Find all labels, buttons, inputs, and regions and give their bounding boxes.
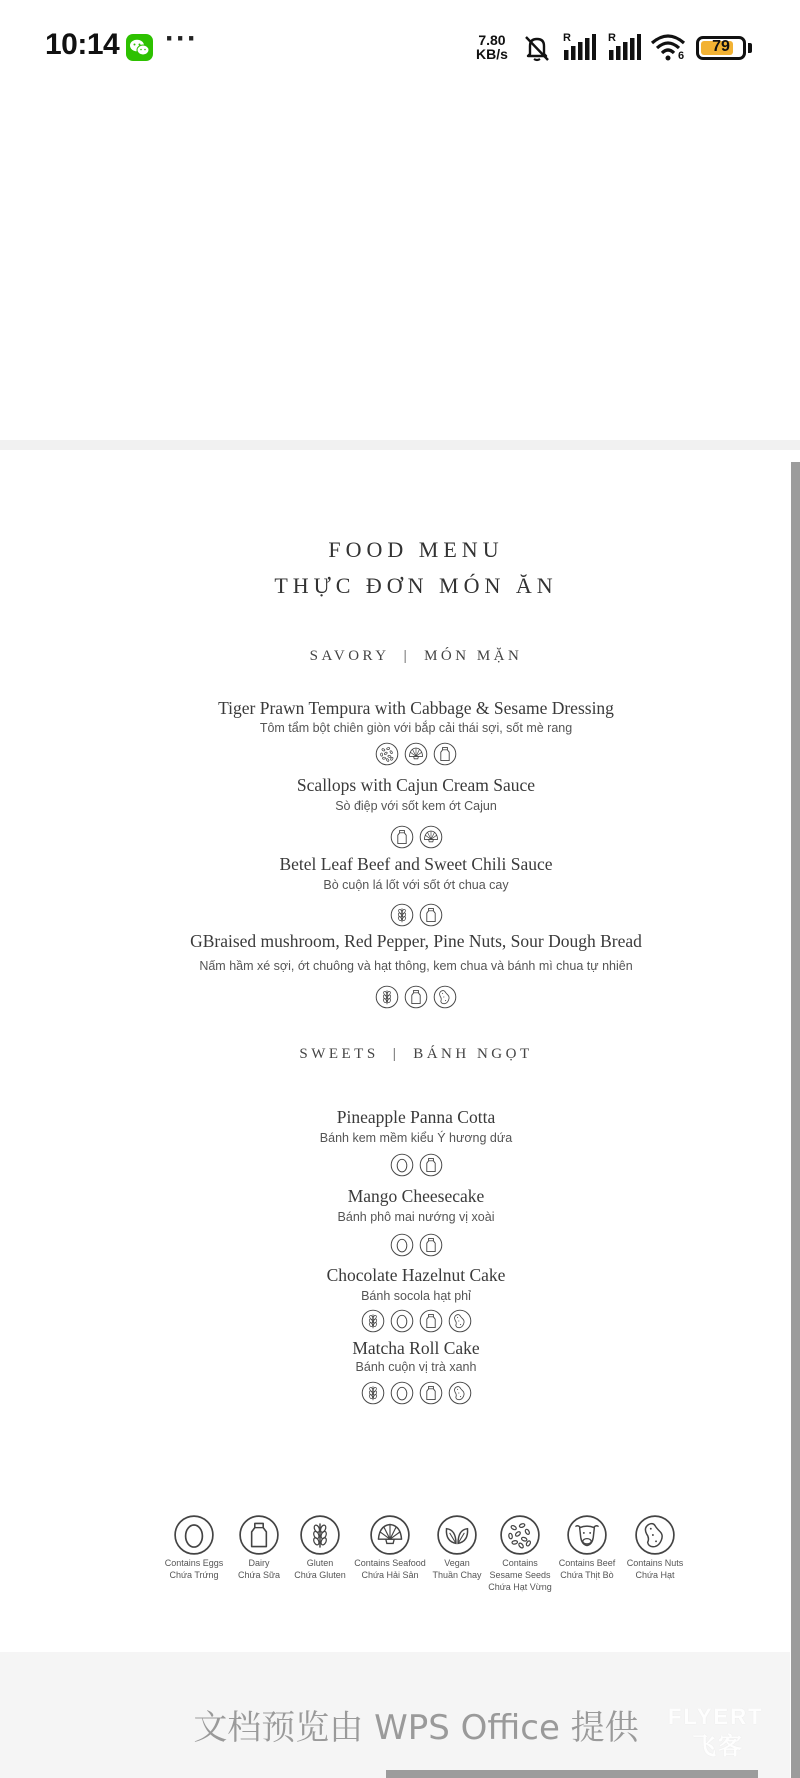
legend-label-2: Chứa Sữa [237,1570,281,1580]
eggs-icon [390,1309,414,1333]
dish-description: Tôm tẩm bột chiên giòn với bắp cải thái sợi, sốt mè rang [259,721,573,735]
legend-label-2: Chứa Hạt [635,1570,675,1580]
battery-level: 79 [712,38,730,55]
section-header-savory [0,648,800,665]
seafood-icon [369,1514,411,1556]
allergen-icons [0,1153,800,1177]
dairy-icon [419,1233,443,1257]
dish-name: Mango Cheesecake [347,1186,485,1206]
allergen-icons [0,1381,800,1405]
section-label-vi: MÓN MẶN [424,648,523,664]
eggs-icon [390,1233,414,1257]
dairy-icon [419,903,443,927]
gluten-icon [375,985,399,1009]
dish-name: Chocolate Hazelnut Cake [326,1265,506,1285]
dish-name: Scallops with Cajun Cream Sauce [296,775,536,795]
nuts-icon [433,985,457,1009]
battery-icon [696,36,746,60]
section-header-sweets [0,1046,800,1063]
dish-description: Bánh kem mềm kiểu Ý hương dứa [319,1131,513,1145]
legend-label-2: Thuần Chay [432,1570,482,1580]
wechat-icon [126,34,153,61]
dairy-icon [433,742,457,766]
dish-description: Bánh phô mai nướng vị xoài [337,1210,495,1224]
bell-muted-icon [522,33,552,63]
watermark [668,1704,764,1761]
dairy-icon [238,1514,280,1556]
legend-label-1: Contains Eggs [164,1558,224,1568]
sesame-icon [375,742,399,766]
battery-cap [748,43,752,53]
section-separator: | [392,1046,400,1062]
network-speed [476,33,508,61]
watermark-en: FLYERT [668,1704,764,1729]
page-separator [0,440,800,450]
section-label-en: SWEETS [299,1046,379,1062]
nuts-icon [448,1381,472,1405]
allergen-icons [0,825,800,849]
allergen-icons [0,1309,800,1333]
sesame-icon [499,1514,541,1556]
dish-name: Betel Leaf Beef and Sweet Chili Sauce [279,854,553,874]
dish-description: Bò cuộn lá lốt với sốt ớt chua cay [323,878,509,892]
network-speed-unit: KB/s [476,46,508,62]
menu-title-vi: THỰC ĐƠN MÓN ĂN [274,573,558,598]
dish-name: GBraised mushroom, Red Pepper, Pine Nuts, Sour Dough Bread [190,931,642,951]
signal-label-2: R [608,32,616,44]
dairy-icon [419,1153,443,1177]
allergen-icons [0,1233,800,1257]
status-bar [0,0,800,96]
legend-label-2: Chứa Thịt Bò [560,1570,614,1580]
dish-description: Bánh cuộn vị trà xanh [355,1360,477,1374]
nuts-icon [448,1309,472,1333]
gluten-icon [390,903,414,927]
signal-label-1: R [563,32,571,44]
legend-label-1: Contains Beef [558,1558,616,1568]
dish-name: Tiger Prawn Tempura with Cabbage & Sesame Dressing [218,698,614,718]
allergen-icons [0,742,800,766]
legend-label-2: Chứa Gluten [294,1570,346,1580]
status-time: 10:14 [45,28,120,61]
legend-label-2: Sesame Seeds [489,1570,551,1580]
legend-label-3: Chứa Hạt Vừng [488,1582,552,1592]
wps-footer-text: 文档预览由 WPS Office 提供 [193,1708,639,1748]
network-speed-value: 7.80 [478,32,506,48]
eggs-icon [173,1514,215,1556]
dairy-icon [404,985,428,1009]
gluten-icon [361,1381,385,1405]
section-label-vi: BÁNH NGỌT [413,1046,533,1062]
section-label-en: SAVORY [309,648,390,664]
seafood-icon [419,825,443,849]
legend-gluten [280,1514,360,1580]
gluten-icon [361,1309,385,1333]
legend-label-1: Contains Seafood [354,1558,426,1568]
signal-icon [564,33,596,61]
seafood-icon [404,742,428,766]
dish-description: Nấm hầm xé sợi, ớt chuông và hạt thông, kem chua và bánh mì chua tự nhiên [199,959,633,973]
allergen-icons [0,985,800,1009]
dish-description: Bánh socola hạt phỉ [361,1289,471,1303]
legend-label-1: Gluten [306,1558,334,1568]
more-dots-icon: ··· [165,22,198,55]
dish-name: Matcha Roll Cake [352,1338,480,1358]
vertical-scrollbar[interactable] [791,462,800,1778]
legend-label-2: Chứa Trứng [169,1570,219,1580]
dairy-icon [419,1309,443,1333]
menu-title-en: FOOD MENU [328,537,504,562]
gluten-icon [299,1514,341,1556]
legend-label-1: Contains [502,1558,538,1568]
legend-nuts [615,1514,695,1580]
nuts-icon [634,1514,676,1556]
watermark-cn: 飞客 [692,1733,744,1760]
eggs-icon [390,1381,414,1405]
dish-description: Sò điệp với sốt kem ớt Cajun [335,799,497,813]
dish-name: Pineapple Panna Cotta [336,1107,496,1127]
vegan-icon [436,1514,478,1556]
dairy-icon [390,825,414,849]
legend-label-1: Contains Nuts [626,1558,684,1568]
legend-label-1: Dairy [248,1558,270,1568]
signal-icon [609,33,641,61]
horizontal-scrollbar[interactable] [386,1770,758,1778]
legend-label-1: Vegan [444,1558,470,1568]
eggs-icon [390,1153,414,1177]
legend-label-2: Chứa Hải Sản [361,1570,419,1580]
dairy-icon [419,1381,443,1405]
section-separator: | [403,648,411,664]
wifi-label: 6 [678,50,685,62]
beef-icon [566,1514,608,1556]
allergen-icons [0,903,800,927]
